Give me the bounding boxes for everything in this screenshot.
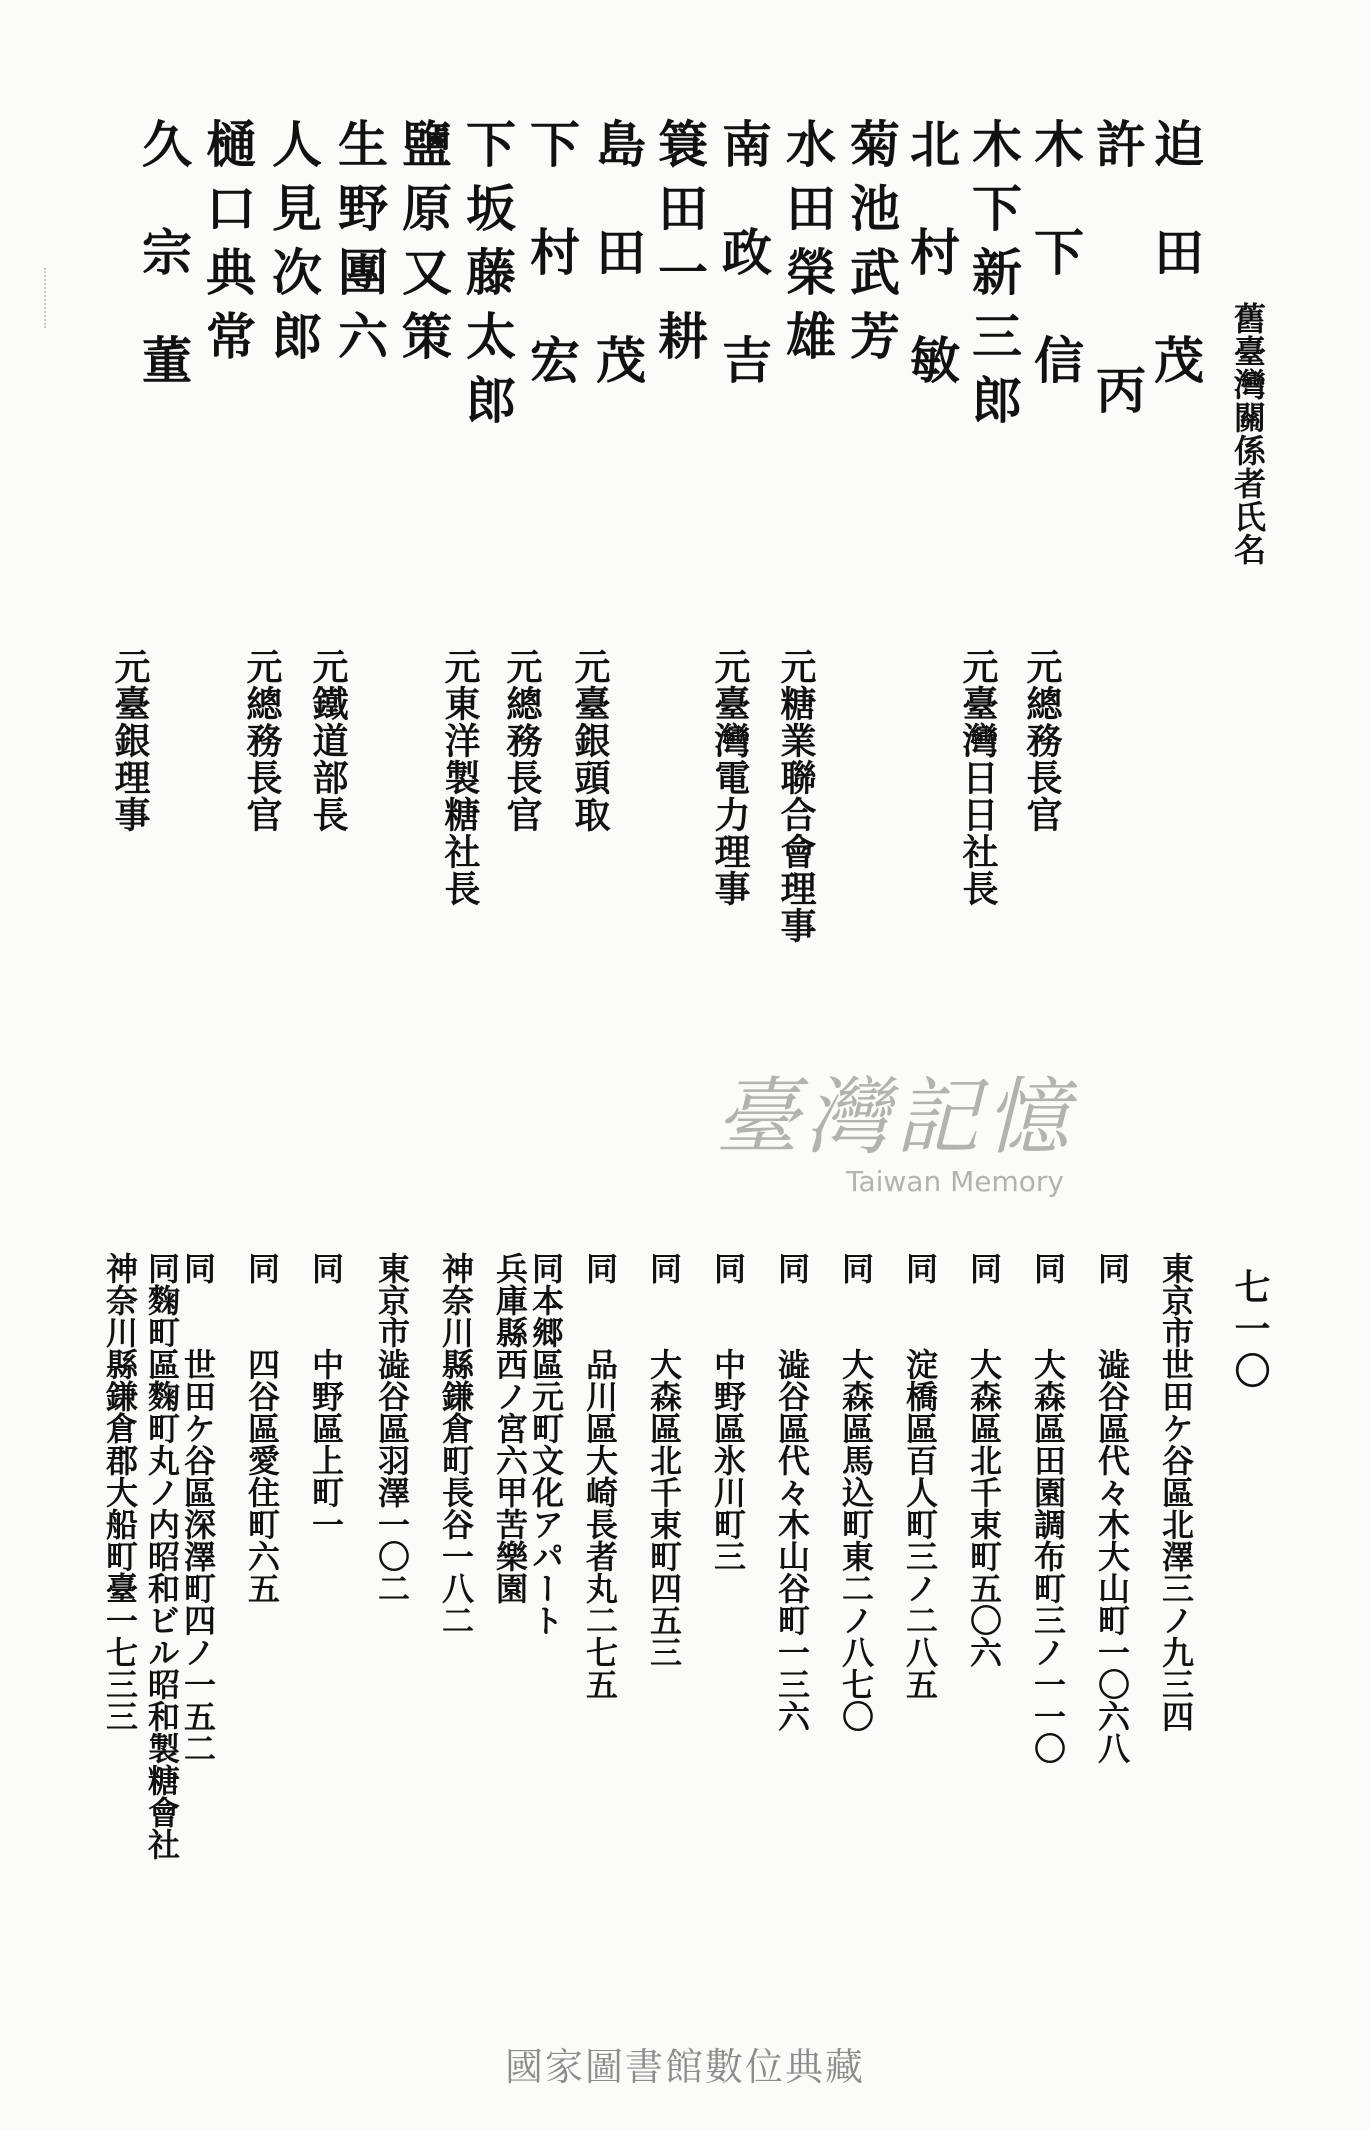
address-text: 淀橋區百人町三ノ二八五 <box>901 1348 939 1700</box>
person-name: 木下信 <box>1026 118 1085 442</box>
address <box>773 1252 811 1732</box>
address <box>243 1252 281 1604</box>
address <box>179 1252 217 1764</box>
address-text: 大森區馬込町東二ノ八七〇 <box>837 1348 875 1732</box>
person-name: 人見次郎 <box>264 118 323 374</box>
address-prefix: 同 <box>645 1252 683 1284</box>
address <box>437 1252 475 1636</box>
person-title: 元臺銀頭取 <box>569 648 611 833</box>
address-text: 中野區氷川町三 <box>709 1348 747 1572</box>
address-text: 澁谷區代々木山谷町一三六 <box>773 1348 811 1732</box>
address-prefix: 同 <box>307 1252 345 1284</box>
library-footer-stamp: 國家圖書館數位典藏 <box>504 2045 865 2089</box>
address-text: 中野區上町一 <box>307 1348 345 1540</box>
person-name: 生野團六 <box>330 118 389 374</box>
person-name: 迫田茂 <box>1146 118 1205 442</box>
address <box>373 1252 411 1604</box>
address-prefix: 同 <box>581 1252 619 1284</box>
address <box>709 1252 747 1572</box>
person-title: 元東洋製糖社長 <box>439 648 481 907</box>
address <box>1157 1252 1195 1732</box>
address-prefix: 同 <box>527 1252 565 1284</box>
address <box>1093 1252 1131 1764</box>
address-text: 澁谷區代々木大山町一〇六八 <box>1093 1348 1131 1764</box>
address-prefix: 同 <box>709 1252 747 1284</box>
address-text: 本郷區元町文化アパート <box>527 1284 565 1636</box>
address-prefix: 東京市 <box>373 1252 411 1348</box>
person-title: 元總務長官 <box>1021 648 1063 833</box>
address-text: 西ノ宮六甲苦樂園 <box>491 1348 529 1604</box>
address-prefix: 神奈川縣 <box>101 1252 139 1380</box>
person-name: 島田茂 <box>588 118 647 442</box>
address-text: 世田ケ谷區北澤三ノ九三四 <box>1157 1348 1195 1732</box>
address <box>307 1252 345 1540</box>
address-text: 世田ケ谷區深澤町四ノ一五二 <box>179 1348 217 1764</box>
address-prefix: 同 <box>901 1252 939 1284</box>
address-prefix: 兵庫縣 <box>491 1252 529 1348</box>
address-text: 澁谷區羽澤一〇二 <box>373 1348 411 1604</box>
address <box>581 1252 619 1700</box>
address <box>491 1252 529 1604</box>
address-text: 鎌倉町長谷一八二 <box>437 1380 475 1636</box>
address-prefix: 同 <box>837 1252 875 1284</box>
address-prefix: 神奈川縣 <box>437 1252 475 1380</box>
person-name: 下村宏 <box>522 118 581 442</box>
address <box>527 1252 565 1636</box>
address-text: 品川區大崎長者丸二七五 <box>581 1348 619 1700</box>
address <box>837 1252 875 1732</box>
address-prefix: 同 <box>179 1252 217 1284</box>
address <box>1029 1252 1067 1764</box>
address-text: 大森區北千束町五〇六 <box>965 1348 1003 1668</box>
address-prefix: 同 <box>143 1252 181 1284</box>
person-name: 許丙 <box>1088 118 1147 610</box>
address <box>901 1252 939 1700</box>
address-text: 鎌倉郡大船町臺一七三三 <box>101 1380 139 1732</box>
person-name: 鹽原又策 <box>394 118 453 374</box>
person-name: 南政吉 <box>714 118 773 442</box>
running-title: 舊臺灣關係者氏名 <box>1229 302 1267 566</box>
address-prefix: 同 <box>1093 1252 1131 1284</box>
scan-speck <box>44 268 48 328</box>
person-name: 北村敏 <box>902 118 961 442</box>
watermark <box>660 1050 1130 1198</box>
address-text: 四谷區愛住町六五 <box>243 1348 281 1604</box>
address-text: 大森區北千束町四五三 <box>645 1348 683 1668</box>
person-title: 元總務長官 <box>501 648 543 833</box>
person-name: 水田榮雄 <box>778 118 837 374</box>
address <box>965 1252 1003 1668</box>
person-name: 久宗董 <box>134 118 193 442</box>
person-title: 元糖業聯合會理事 <box>775 648 817 944</box>
person-name: 木下新三郎 <box>964 118 1023 438</box>
address-prefix: 同 <box>243 1252 281 1284</box>
person-name: 樋口典常 <box>198 118 257 374</box>
person-name: 下坂藤太郎 <box>458 118 517 438</box>
address-prefix: 東京市 <box>1157 1252 1195 1348</box>
person-name: 簑田一耕 <box>650 118 709 374</box>
watermark-chinese: 臺灣記憶 <box>714 1068 1075 1166</box>
address-prefix: 同 <box>1029 1252 1067 1284</box>
address <box>101 1252 139 1732</box>
page-number: 七一〇 <box>1229 1268 1271 1394</box>
watermark-english: Taiwan Memory <box>846 1165 1064 1198</box>
address-prefix: 同 <box>773 1252 811 1284</box>
address-text: 大森區田園調布町三ノ一一〇 <box>1029 1348 1067 1764</box>
person-title: 元鐵道部長 <box>307 648 349 833</box>
address <box>143 1252 181 1860</box>
person-title: 元臺灣電力理事 <box>709 648 751 907</box>
address-text: 麴町區麴町丸ノ内昭和ビル昭和製糖會社 <box>143 1284 181 1860</box>
person-title: 元臺銀理事 <box>109 648 151 833</box>
address <box>645 1252 683 1668</box>
person-name: 菊池武芳 <box>842 118 901 374</box>
person-title: 元總務長官 <box>241 648 283 833</box>
person-title: 元臺灣日日社長 <box>957 648 999 907</box>
address-prefix: 同 <box>965 1252 1003 1284</box>
